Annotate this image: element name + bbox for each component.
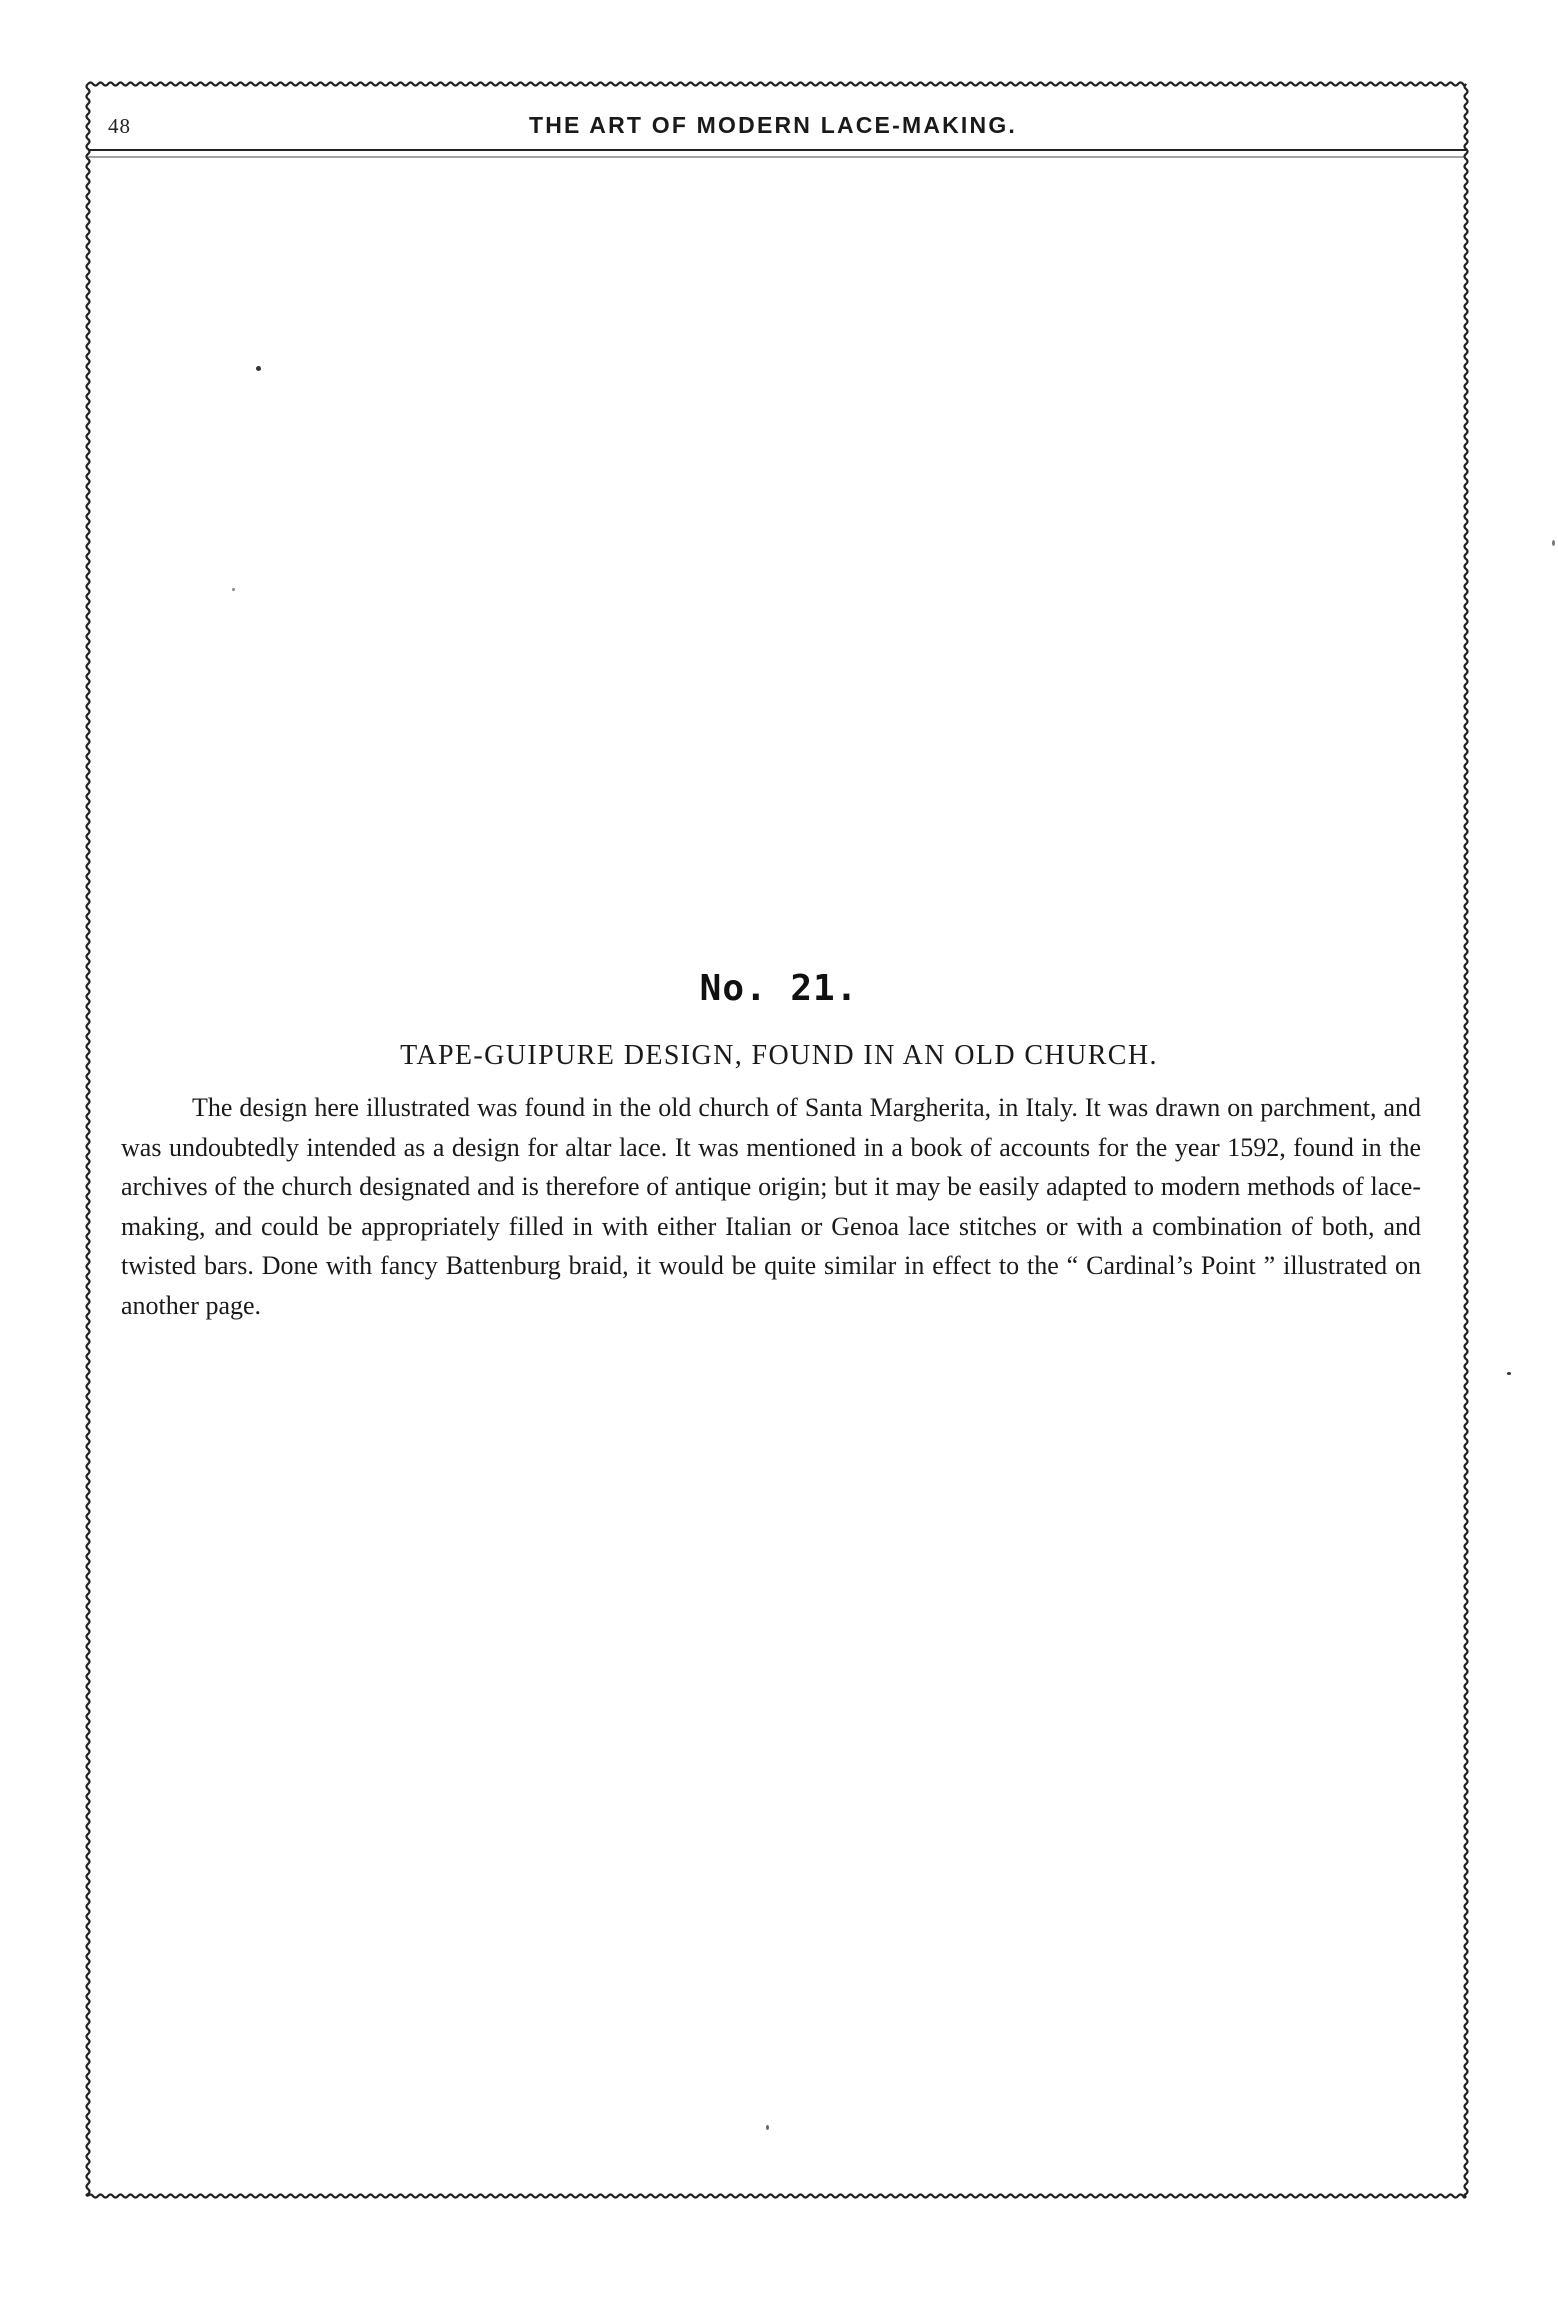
- section-title: TAPE-GUIPURE DESIGN, FOUND IN AN OLD CHURCH.: [400, 1040, 1158, 1071]
- body-paragraph: The design here illustrated was found in the old church of Santa Margherita, in Italy. It was drawn on parchment, and was undoubtedly intended as a design for altar lace. It was mentioned in a book of accounts for the year 1592, found in the archives of the church designated and is therefore of antique origin; but it may be easily adapted to modern methods of lace-making, and could be appropriately filled in with either Italian or Genoa lace stitches or with a combination of both, and twisted bars. Done with fancy Battenburg braid, it would be quite similar in effect to the “ Cardinal’s Point ” illustrated on another page.: [121, 1093, 1421, 1320]
- border-left-wave: [87, 84, 90, 2196]
- ink-speck: [1507, 1372, 1511, 1375]
- running-header: [108, 108, 1438, 150]
- running-title: THE ART OF MODERN LACE-MAKING.: [528, 112, 1018, 138]
- border-top-wave: [88, 83, 1466, 86]
- ink-speck: [766, 2125, 769, 2130]
- ink-speck: [1552, 540, 1555, 546]
- pattern-number: No. 21.: [699, 968, 859, 1009]
- border-bottom-wave: [88, 2195, 1466, 2198]
- ink-speck: [232, 588, 235, 591]
- page-number: 48: [108, 114, 131, 138]
- border-right-wave: [1465, 84, 1468, 2196]
- ink-speck: [256, 366, 261, 371]
